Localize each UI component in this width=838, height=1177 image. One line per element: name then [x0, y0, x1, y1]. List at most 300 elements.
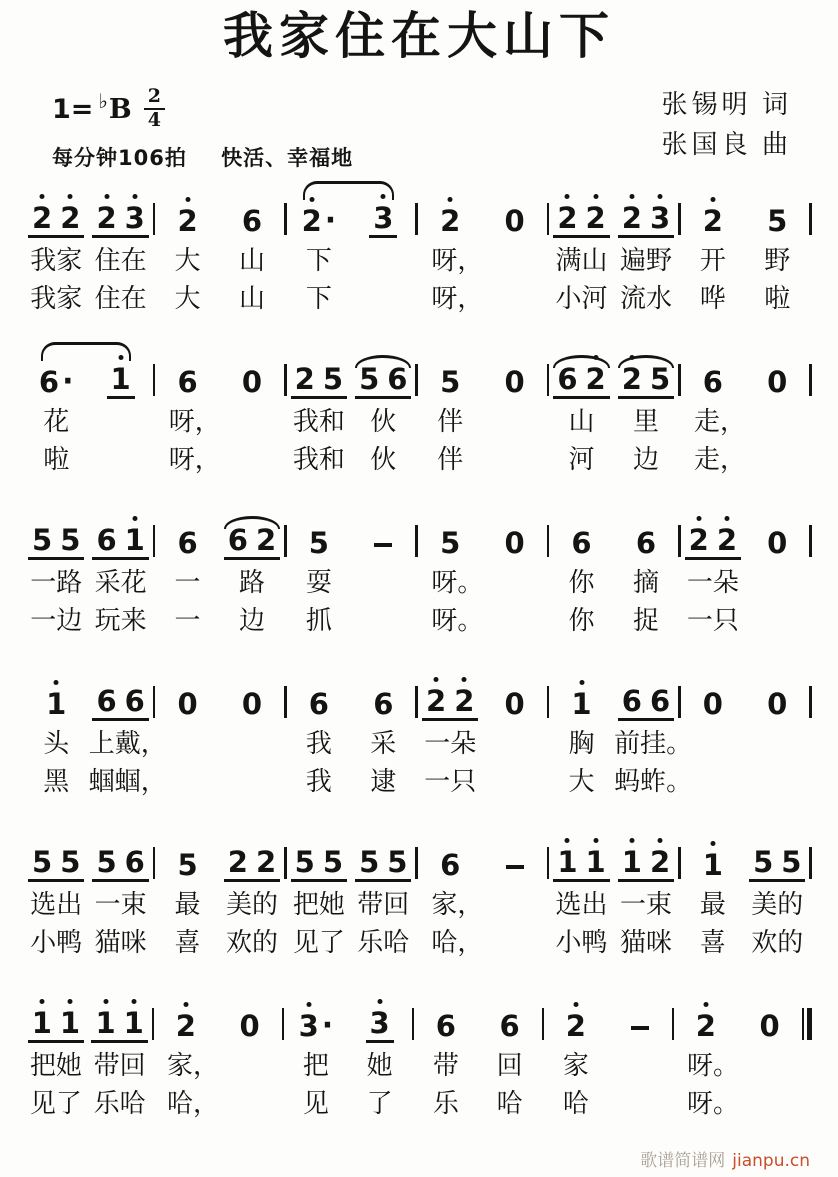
lyric-line2-syllable: 流水	[619, 284, 672, 313]
octave-dot	[703, 1002, 708, 1007]
note-group-inner	[369, 687, 397, 721]
note	[767, 365, 788, 399]
credits	[661, 85, 798, 166]
rest-digit: 0	[504, 204, 525, 238]
lyric-line2-syllable: 哈	[562, 1089, 589, 1118]
beam-group	[28, 845, 84, 882]
note	[571, 526, 592, 560]
beat-column	[418, 834, 482, 962]
beat-column	[351, 190, 415, 318]
lyric-line1-syllable: 一朵	[424, 729, 477, 758]
note	[124, 201, 145, 235]
beat-column	[218, 995, 282, 1123]
rest-digit: 0	[759, 1009, 780, 1043]
note	[585, 201, 606, 235]
barline	[809, 525, 812, 557]
lyric-line1-syllable: 遍野	[619, 246, 672, 275]
note-digit: 5	[359, 362, 380, 396]
note-group-inner	[298, 203, 341, 238]
note-group	[436, 351, 464, 399]
lyric-line1-syllable: 呀，	[168, 407, 221, 436]
beat-column	[544, 995, 608, 1123]
beat-column	[482, 512, 546, 640]
final-barline-thick	[807, 1008, 812, 1040]
lyric-line1-syllable: 我	[305, 729, 332, 758]
note-group	[763, 673, 791, 721]
note-group	[500, 834, 530, 882]
lyric-line1-syllable: 我和	[292, 407, 345, 436]
lyric-line1-syllable: 一朵	[686, 568, 739, 597]
beat-column	[614, 190, 678, 318]
beam-group	[355, 845, 411, 882]
beat-column	[745, 351, 809, 479]
note	[239, 1009, 260, 1043]
beam-group	[28, 1006, 84, 1043]
measure	[155, 190, 284, 318]
beam-group	[355, 362, 411, 399]
note	[440, 204, 461, 238]
note-digit: 2	[176, 1012, 196, 1041]
lyric-line2-syllable: 捉	[632, 606, 659, 635]
octave-dot	[593, 838, 598, 843]
note	[649, 845, 671, 879]
octave-dot	[593, 194, 598, 199]
note-group	[355, 351, 411, 399]
beam-group	[92, 684, 148, 721]
lyric-line1-syllable: 最	[174, 890, 201, 919]
beat-column	[155, 190, 219, 318]
measure	[418, 190, 547, 318]
lyric-line1-syllable: 带	[432, 1051, 459, 1080]
note-group-inner	[432, 1009, 460, 1043]
note	[177, 365, 198, 399]
beat-column	[24, 995, 88, 1123]
lyric-line2-syllable: 欢的	[225, 928, 278, 957]
note-group	[236, 995, 264, 1043]
octave-dot	[629, 355, 634, 360]
measure	[24, 673, 167, 801]
beam-group	[291, 845, 347, 882]
beam-group	[92, 523, 148, 560]
note-group-inner	[436, 848, 464, 882]
beat-column	[482, 834, 546, 962]
beat-column	[549, 351, 613, 479]
note-group	[496, 995, 524, 1043]
beat-column	[414, 995, 478, 1123]
note	[387, 362, 408, 396]
octave-dot	[40, 194, 45, 199]
octave-dot	[593, 355, 598, 360]
system-4	[24, 673, 812, 801]
note-group	[432, 995, 460, 1043]
lyric-line2-syllable: 见了	[292, 928, 345, 957]
lyric-line2-syllable: 伙	[370, 445, 397, 474]
rest-digit: 0	[504, 687, 525, 721]
beat-column	[351, 512, 415, 640]
note-group	[436, 512, 464, 560]
note-digit: 6	[387, 362, 408, 396]
lyric-line1-syllable: 胸	[568, 729, 595, 758]
beam-group	[28, 523, 84, 560]
system-3	[24, 512, 812, 640]
measure	[418, 351, 547, 479]
lyric-line1-syllable: 满山	[555, 246, 608, 275]
lyric-line2-syllable: 哗	[699, 284, 726, 313]
beat-column	[482, 351, 546, 479]
note	[649, 362, 671, 396]
beat-column	[608, 995, 672, 1123]
octave-dot	[54, 680, 59, 685]
beat-column	[614, 351, 678, 479]
note-digit: 5	[649, 362, 671, 396]
note-digit: 1	[125, 526, 145, 555]
lyric-line2-syllable: 我家	[30, 284, 83, 313]
key-tempo-block	[52, 85, 353, 172]
note	[702, 204, 723, 238]
note-digit: 5	[440, 365, 461, 399]
measure	[681, 834, 810, 962]
lyric-line2-syllable: 你	[568, 606, 595, 635]
octave-dot	[724, 516, 729, 521]
beat-column	[24, 190, 88, 318]
note	[96, 523, 117, 557]
lyric-line2-syllable: 黑	[43, 767, 70, 796]
duration-dash	[374, 543, 392, 547]
note-digit: 2	[650, 848, 670, 877]
octave-dot	[132, 516, 137, 521]
note	[369, 1006, 390, 1040]
lyric-line2-syllable: 小鸭	[555, 928, 608, 957]
lyric-line1-syllable: 你	[568, 568, 595, 597]
note-group	[763, 512, 791, 560]
note-group-inner	[763, 204, 791, 238]
lyric-line2-syllable: 河	[568, 445, 595, 474]
octave-dot	[67, 999, 72, 1004]
note	[241, 687, 263, 721]
note	[359, 362, 380, 396]
note-group	[92, 834, 148, 882]
octave-dot	[629, 838, 634, 843]
barline	[809, 364, 812, 396]
note-group	[422, 673, 478, 721]
beat-column	[418, 673, 482, 801]
note-digit: 5	[440, 526, 461, 560]
measure	[418, 512, 547, 640]
lyric-line2-syllable: 喜	[699, 928, 726, 957]
note-digit: 6	[440, 848, 461, 882]
measure	[287, 673, 416, 801]
note-group-inner	[692, 1009, 720, 1043]
rest-digit: 0	[241, 687, 263, 721]
note	[435, 1009, 456, 1043]
note-digit: 5	[60, 845, 81, 879]
note	[440, 365, 461, 399]
note-digit: 2	[586, 204, 606, 233]
lyric-line1-syllable: 一束	[94, 890, 147, 919]
beat-column	[287, 673, 351, 801]
system-6	[24, 995, 812, 1123]
note-group	[173, 834, 201, 882]
note-group	[172, 995, 200, 1043]
beam-group	[618, 845, 674, 882]
lyric-line2-syllable: 我	[305, 767, 332, 796]
lyric-line2-syllable: 大	[568, 767, 595, 796]
tempo-line	[52, 142, 353, 172]
note	[585, 845, 606, 879]
beat-column	[549, 834, 613, 962]
expression-marking: 快活、幸福地	[221, 146, 354, 170]
beat-column	[482, 673, 546, 801]
final-barline	[802, 1008, 813, 1040]
lyric-line1-syllable: 野	[764, 246, 791, 275]
note-digit: 5	[753, 845, 774, 879]
measure	[549, 190, 678, 318]
lyric-line1-syllable: 山	[238, 246, 265, 275]
note-group-inner	[756, 1009, 784, 1043]
note-group	[501, 673, 529, 721]
lyric-line1-syllable: 把	[302, 1051, 329, 1080]
note-digit: 2	[586, 365, 606, 394]
lyric-line2-syllable: 乐	[432, 1089, 459, 1118]
note	[31, 1006, 52, 1040]
note-group	[91, 995, 147, 1043]
note	[702, 687, 723, 721]
note-group	[366, 995, 394, 1043]
note	[688, 523, 709, 557]
lyric-line2-syllable: 欢的	[751, 928, 804, 957]
note-group	[567, 512, 595, 560]
lyric-line1-syllable: 伙	[370, 407, 397, 436]
lyric-line1-syllable: 伴	[437, 407, 464, 436]
beat-column	[549, 512, 613, 640]
note-digit: 3	[370, 1009, 390, 1038]
note	[557, 845, 578, 879]
octave-dot	[434, 677, 439, 682]
note	[46, 687, 67, 721]
beat-column	[155, 834, 219, 962]
measure	[155, 834, 284, 962]
beat-column	[745, 673, 809, 801]
beat-column	[745, 834, 809, 962]
note	[565, 1009, 586, 1043]
lyric-line1-syllable: 把她	[29, 1051, 82, 1080]
note	[372, 543, 394, 558]
note	[124, 845, 145, 879]
octave-dot	[118, 355, 123, 360]
rest-digit: 0	[504, 365, 525, 399]
measure	[674, 995, 802, 1123]
note-group	[562, 995, 590, 1043]
measure	[418, 834, 547, 962]
note-digit: 5	[294, 845, 315, 879]
beat-column	[287, 351, 351, 479]
note-digit: 2	[440, 207, 460, 236]
note-group-inner	[436, 204, 464, 238]
note	[440, 526, 461, 560]
measure	[287, 834, 416, 962]
barline	[809, 847, 812, 879]
note-group	[763, 351, 791, 399]
note-digit: 5	[32, 845, 53, 879]
beat-column	[745, 512, 809, 640]
note-group-inner	[173, 526, 201, 560]
lyric-line2-syllable: 见了	[29, 1089, 82, 1118]
note-group-inner	[42, 687, 70, 721]
lyric-line2-syllable: 蝈蝈，	[88, 767, 167, 796]
octave-dot	[377, 999, 382, 1004]
beat-column	[88, 834, 152, 962]
time-signature	[144, 87, 165, 131]
note-group	[42, 673, 70, 721]
lyric-line2-syllable: 玩来	[94, 606, 147, 635]
lyric-line2-syllable: 我和	[292, 445, 345, 474]
beat-column	[681, 834, 745, 962]
lyric-line2-syllable: 山	[238, 284, 265, 313]
beam-group	[291, 362, 347, 399]
note-group	[763, 190, 791, 238]
measure	[544, 995, 672, 1123]
lyric-line2-syllable: 哈，	[431, 928, 484, 957]
note-group-inner	[501, 687, 529, 721]
beat-column	[738, 995, 802, 1123]
note-digit: 6	[635, 526, 657, 560]
lyric-line1-syllable: 她	[366, 1051, 393, 1080]
note-group	[553, 834, 609, 882]
measure	[24, 190, 153, 318]
note-group-inner	[173, 204, 201, 238]
note	[571, 687, 592, 721]
tempo-marking: 每分钟106拍	[52, 146, 187, 170]
lyric-line1-syllable: 我家	[30, 246, 83, 275]
lyric-line1-syllable: 美的	[225, 890, 278, 919]
measure	[549, 512, 678, 640]
note-group	[618, 190, 674, 238]
note-digit: 1	[703, 851, 723, 880]
beat-column	[614, 673, 693, 801]
rest-digit: 0	[177, 687, 198, 721]
final-barline-thin	[802, 1008, 805, 1040]
note	[227, 523, 248, 557]
note	[322, 362, 344, 396]
augmentation-dot: ·	[324, 203, 337, 238]
beat-column	[614, 834, 678, 962]
time-signature-numerator: 2	[144, 87, 165, 110]
note-digit: 2	[696, 1012, 716, 1041]
note	[621, 684, 642, 718]
note-digit: 5	[322, 362, 344, 396]
note	[32, 845, 53, 879]
note-group-inner	[496, 1009, 524, 1043]
note-digit: 2	[557, 204, 577, 233]
note	[177, 848, 198, 882]
note	[110, 362, 131, 396]
flat-sign-icon: ♭	[98, 89, 108, 113]
note-digit: 5	[767, 204, 788, 238]
note-digit: 3	[299, 1012, 319, 1041]
note	[123, 1006, 144, 1040]
lyric-line1-syllable: 美的	[751, 890, 804, 919]
note-digit: 6	[499, 1009, 520, 1043]
note-group	[553, 351, 609, 399]
octave-dot	[68, 194, 73, 199]
system-5	[24, 834, 812, 962]
barline	[809, 686, 812, 718]
note-group-inner	[238, 204, 266, 238]
note-group	[368, 512, 398, 560]
time-signature-denominator: 4	[147, 109, 161, 131]
augmentation-dot: ·	[62, 364, 74, 399]
note-group-inner	[238, 365, 266, 399]
note	[499, 1009, 520, 1043]
beat-column	[681, 351, 745, 479]
measure	[155, 673, 284, 801]
beat-column	[24, 512, 88, 640]
note-digit: 1	[586, 848, 606, 877]
watermark	[640, 1146, 810, 1171]
note	[504, 204, 525, 238]
measure	[287, 512, 416, 640]
note-digit: 2	[60, 204, 80, 233]
note-digit: 6	[38, 365, 60, 399]
lyric-line2-syllable: 猫咪	[619, 928, 672, 957]
beat-column	[88, 351, 152, 479]
rest-digit: 0	[239, 1009, 260, 1043]
beat-column	[154, 995, 218, 1123]
lyric-line1-syllable: 呀。	[431, 568, 484, 597]
lyric-line1-syllable: 带回	[357, 890, 410, 919]
lyric-line2-syllable: 边	[238, 606, 265, 635]
measure	[24, 512, 153, 640]
beat-column	[351, 834, 415, 962]
beat-column	[418, 512, 482, 640]
lyric-line2-syllable: 一只	[424, 767, 477, 796]
note-group	[618, 834, 674, 882]
note-digit: 6	[96, 684, 117, 718]
note-group	[567, 673, 595, 721]
note-group	[618, 351, 674, 399]
note	[322, 845, 344, 879]
note-group	[238, 673, 266, 721]
octave-dot	[579, 680, 584, 685]
note	[124, 684, 145, 718]
measure	[24, 995, 152, 1123]
beam-group	[366, 1006, 394, 1043]
lyric-line2-syllable: 哈，	[167, 1089, 220, 1118]
beat-column	[681, 190, 745, 318]
beat-column	[348, 995, 412, 1123]
note-group	[436, 190, 464, 238]
note	[301, 203, 337, 238]
beam-group	[685, 523, 741, 560]
watermark-site: 歌谱简谱网	[640, 1151, 726, 1171]
note-digit: 3	[125, 204, 145, 233]
lyric-line2-syllable: 啦	[764, 284, 791, 313]
note-digit: 5	[387, 845, 408, 879]
measure	[549, 834, 678, 962]
lyric-line1-syllable: 耍	[305, 568, 332, 597]
note-group	[238, 190, 266, 238]
note-digit: 2	[227, 845, 248, 879]
note	[96, 684, 117, 718]
lyric-line2-syllable: 小河	[555, 284, 608, 313]
note-group-inner	[501, 365, 529, 399]
note-group	[28, 995, 84, 1043]
note-group-inner	[305, 526, 333, 560]
note-digit: 1	[622, 848, 642, 877]
key-tonic: B	[108, 93, 132, 125]
octave-dot	[658, 838, 663, 843]
note-group	[28, 512, 84, 560]
